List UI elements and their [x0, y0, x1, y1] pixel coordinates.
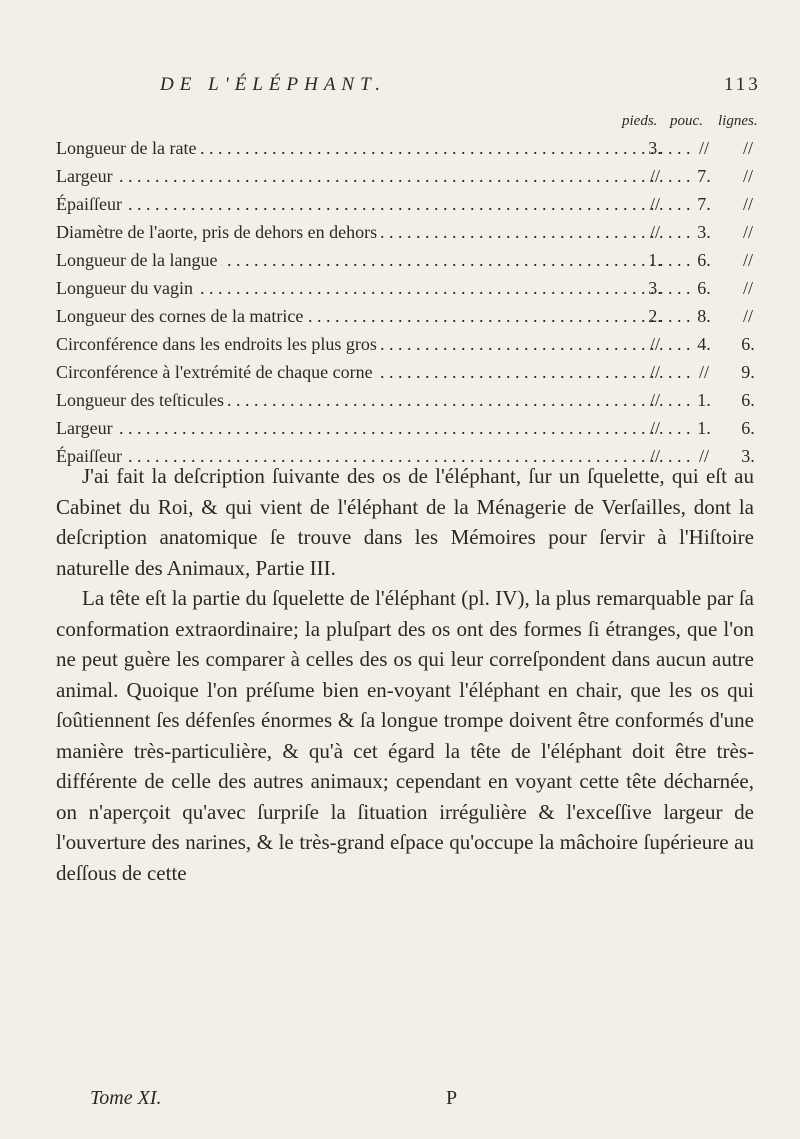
running-header: DE L'ÉLÉPHANT.: [160, 74, 386, 95]
table-row: [56, 306, 756, 333]
row-label: [56, 418, 691, 439]
row-value: //: [742, 222, 753, 242]
row-label: [56, 390, 691, 411]
row-label: [56, 278, 691, 299]
row-value: //: [649, 362, 660, 382]
row-value: //: [649, 390, 660, 410]
row-value: //: [649, 194, 660, 214]
row-label-text: Longueur des teſticules: [56, 390, 228, 410]
row-value: //: [742, 138, 753, 158]
row-label-text: Largeur: [56, 418, 117, 438]
row-value: 6.: [741, 418, 755, 438]
row-label: [56, 138, 691, 159]
page-number: 113: [724, 74, 761, 95]
row-value: //: [698, 446, 709, 466]
row-value: 6.: [741, 390, 755, 410]
row-value: 8.: [697, 306, 711, 326]
row-value: //: [649, 418, 660, 438]
row-value: 1.: [697, 418, 711, 438]
table-row: [56, 334, 756, 361]
row-label-text: Longueur du vagin: [56, 278, 197, 298]
body-text: [56, 461, 754, 888]
table-row: [56, 166, 756, 193]
row-value: //: [742, 278, 753, 298]
row-label-text: Longueur des cornes de la matrice: [56, 306, 307, 326]
row-value: 1.: [648, 250, 662, 270]
table-row: [56, 390, 756, 417]
footer-signature: P: [446, 1087, 458, 1109]
row-value: //: [649, 446, 660, 466]
row-label-text: Épaiſſeur: [56, 446, 126, 466]
row-value: 3.: [697, 222, 711, 242]
row-value: //: [649, 166, 660, 186]
row-label: [56, 166, 691, 187]
table-row: [56, 278, 756, 305]
row-value: 9.: [741, 362, 755, 382]
footer-tome: Tome XI.: [90, 1087, 162, 1109]
row-value: //: [742, 166, 753, 186]
row-value: 3.: [648, 138, 662, 158]
row-value: //: [649, 334, 660, 354]
table-row: [56, 222, 756, 249]
row-label: [56, 194, 691, 215]
row-label-text: Circonférence dans les endroits les plus gros: [56, 334, 381, 354]
row-value: //: [698, 362, 709, 382]
row-value: 1.: [697, 390, 711, 410]
row-label: [56, 334, 691, 355]
table-row: [56, 362, 756, 389]
row-value: //: [742, 194, 753, 214]
row-value: 2.: [648, 306, 662, 326]
row-value: 3.: [648, 278, 662, 298]
table-row: [56, 138, 756, 165]
row-value: //: [698, 138, 709, 158]
row-value: 6.: [697, 278, 711, 298]
row-value: 6.: [697, 250, 711, 270]
paragraph: La tête eſt la partie du ſquelette de l'éléphant (pl. IV), la plus remarquable par ſa conformation extraordinaire; la pluſpart des os ont des formes ſi étranges, que l'on ne peut guère les comparer à celles des os qui leur correſpondent dans aucun autre animal. Quoique l'on préſume bien en-voyant l'éléphant en chair, que les os qui ſoûtiennent ſes défenſes énormes & ſa longue trompe doivent être conformés d'une manière très-particulière, & qu'à cet égard la tête de l'éléphant doit être très-différente de celle des autres animaux; cependant en voyant cette tête décharnée, on n'aperçoit qu'avec ſurpriſe la ſituation irrégulière & l'exceſſive largeur de l'ouverture des narines, & le très-grand eſpace qu'occupe la mâchoire ſupérieure au deſſous de cette: [56, 586, 754, 885]
row-label-text: Circonférence à l'extrémité de chaque corne: [56, 362, 377, 382]
row-label-text: Diamètre de l'aorte, pris de dehors en dehors: [56, 222, 381, 242]
row-value: 3.: [741, 446, 755, 466]
table-row: [56, 250, 756, 277]
row-label-text: Longueur de la langue: [56, 250, 221, 270]
column-header-lignes: lignes.: [718, 113, 758, 129]
row-value: //: [742, 306, 753, 326]
row-value: 7.: [697, 194, 711, 214]
row-label-text: Largeur: [56, 166, 117, 186]
table-row: [56, 194, 756, 221]
row-value: 4.: [697, 334, 711, 354]
paragraph: J'ai fait la deſcription ſuivante des os de l'éléphant, ſur un ſquelette, qui eſt au Cabinet du Roi, & qui vient de l'éléphant de la Ménagerie de Verſailles, dont la deſcription anatomique ſe trouve dans les Mémoires pour ſervir à l'Hiſtoire naturelle des Animaux, Partie III.: [56, 464, 754, 580]
row-value: //: [742, 250, 753, 270]
row-label: [56, 222, 691, 243]
row-value: 6.: [741, 334, 755, 354]
column-header-pouc: pouc.: [670, 113, 703, 129]
row-value: //: [649, 222, 660, 242]
row-label-text: Longueur de la rate: [56, 138, 200, 158]
column-header-pieds: pieds.: [622, 113, 658, 129]
row-label: [56, 250, 691, 271]
row-label-text: Épaiſſeur: [56, 194, 126, 214]
row-value: 7.: [697, 166, 711, 186]
row-label: [56, 362, 691, 383]
table-row: [56, 418, 756, 445]
row-label: [56, 306, 691, 327]
